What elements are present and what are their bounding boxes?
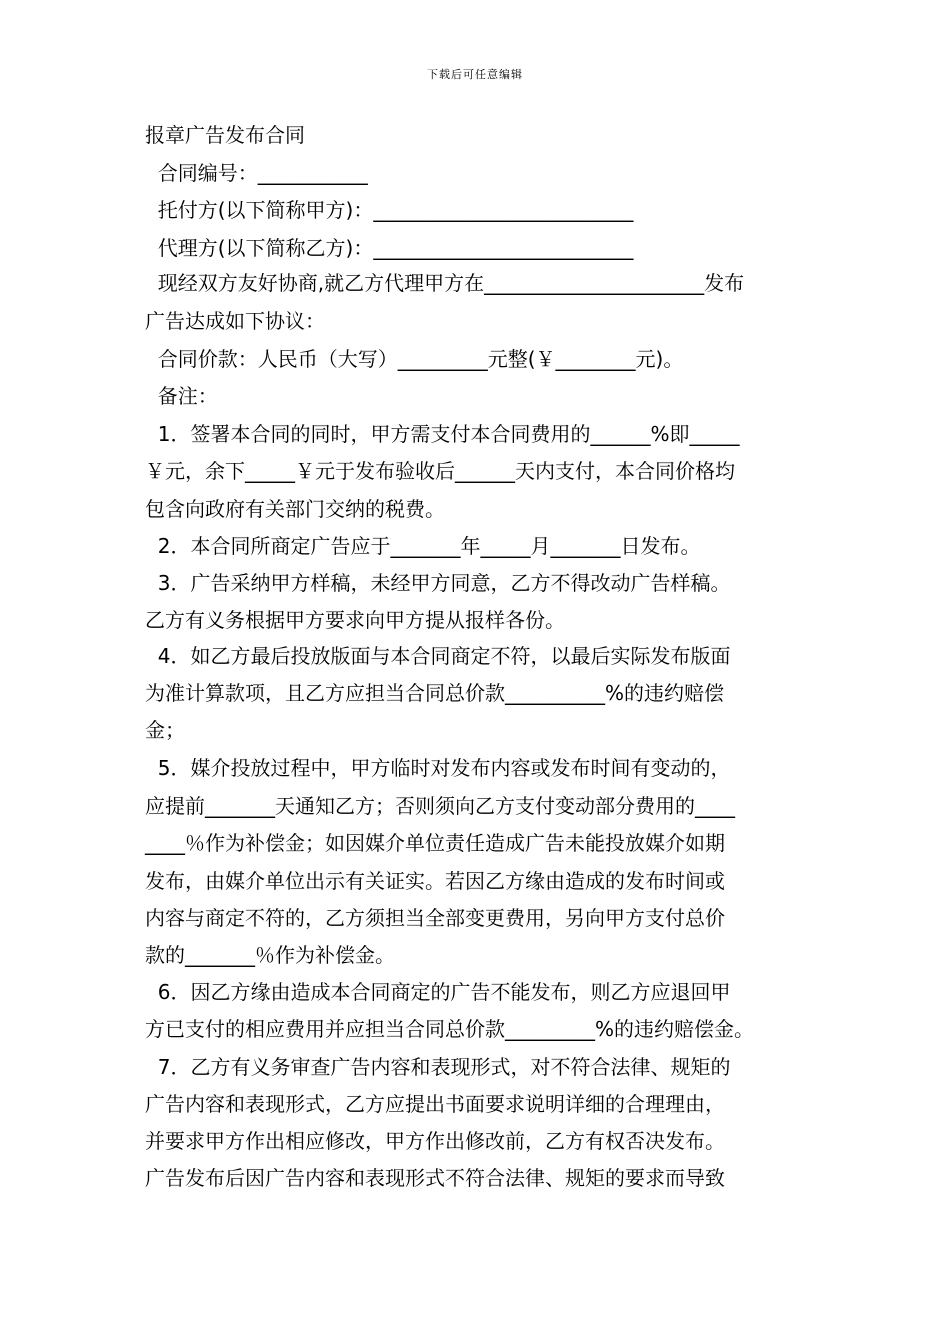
contract-line: 广告发布后因广告内容和表现形式不符合法律、规矩的要求而导致 <box>145 1166 725 1190</box>
contract-line: 备注： <box>145 384 218 408</box>
contract-line: 内容与商定不符的，乙方须担当全部变更费用，另向甲方支付总价 <box>145 906 725 930</box>
contract-line: 现经双方友好协商,就乙方代理甲方在______________________发布 <box>145 271 745 295</box>
contract-line: 合同编号：___________ <box>145 161 368 185</box>
contract-line: 代理方(以下简称乙方)：__________________________ <box>145 236 634 260</box>
document-title: 报章广告发布合同 <box>145 123 305 147</box>
contract-line: 合同价款：人民币（大写）_________元整(￥________元)。 <box>145 347 684 371</box>
contract-line: ____％作为补偿金；如因媒介单位责任造成广告未能投放媒介如期 <box>145 831 725 855</box>
contract-line: 并要求甲方作出相应修改，甲方作出修改前，乙方有权否决发布。 <box>145 1129 725 1153</box>
contract-line: ￥元，余下_____￥元于发布验收后______天内支付，本合同价格均 <box>145 459 735 483</box>
contract-line: 金； <box>145 718 185 742</box>
contract-line: 包含向政府有关部门交纳的税费。 <box>145 497 445 521</box>
contract-line: 为准计算款项，且乙方应担当合同总价款__________%的违约赔偿 <box>145 681 725 705</box>
header-note: 下载后可任意编辑 <box>427 68 523 81</box>
contract-line: 托付方(以下简称甲方)：__________________________ <box>145 198 634 222</box>
contract-line: 应提前_______天通知乙方；否则须向乙方支付变动部分费用的____ <box>145 794 735 818</box>
contract-line: 1．签署本合同的同时，甲方需支付本合同费用的______%即_____ <box>145 422 740 446</box>
contract-line: 5．媒介投放过程中，甲方临时对发布内容或发布时间有变动的， <box>145 756 731 780</box>
contract-line: 3．广告采纳甲方样稿，未经甲方同意，乙方不得改动广告样稿。 <box>145 571 731 595</box>
contract-line: 广告内容和表现形式，乙方应提出书面要求说明详细的合理理由， <box>145 1092 725 1116</box>
contract-line: 2．本合同所商定广告应于_______年_____月_______日发布。 <box>145 534 701 558</box>
contract-line: 方已支付的相应费用并应担当合同总价款_________%的违约赔偿金。 <box>145 1017 755 1041</box>
contract-line: 乙方有义务根据甲方要求向甲方提从报样各份。 <box>145 608 565 632</box>
contract-line: 6．因乙方缘由造成本合同商定的广告不能发布，则乙方应退回甲 <box>145 980 731 1004</box>
contract-line: 款的_______％作为补偿金。 <box>145 943 395 967</box>
contract-line: 4．如乙方最后投放版面与本合同商定不符，以最后实际发布版面 <box>145 644 731 668</box>
contract-line: 7．乙方有义务审查广告内容和表现形式，对不符合法律、规矩的 <box>145 1055 731 1079</box>
contract-line: 广告达成如下协议： <box>145 309 325 333</box>
contract-line: 发布，由媒介单位出示有关证实。若因乙方缘由造成的发布时间或 <box>145 869 725 893</box>
